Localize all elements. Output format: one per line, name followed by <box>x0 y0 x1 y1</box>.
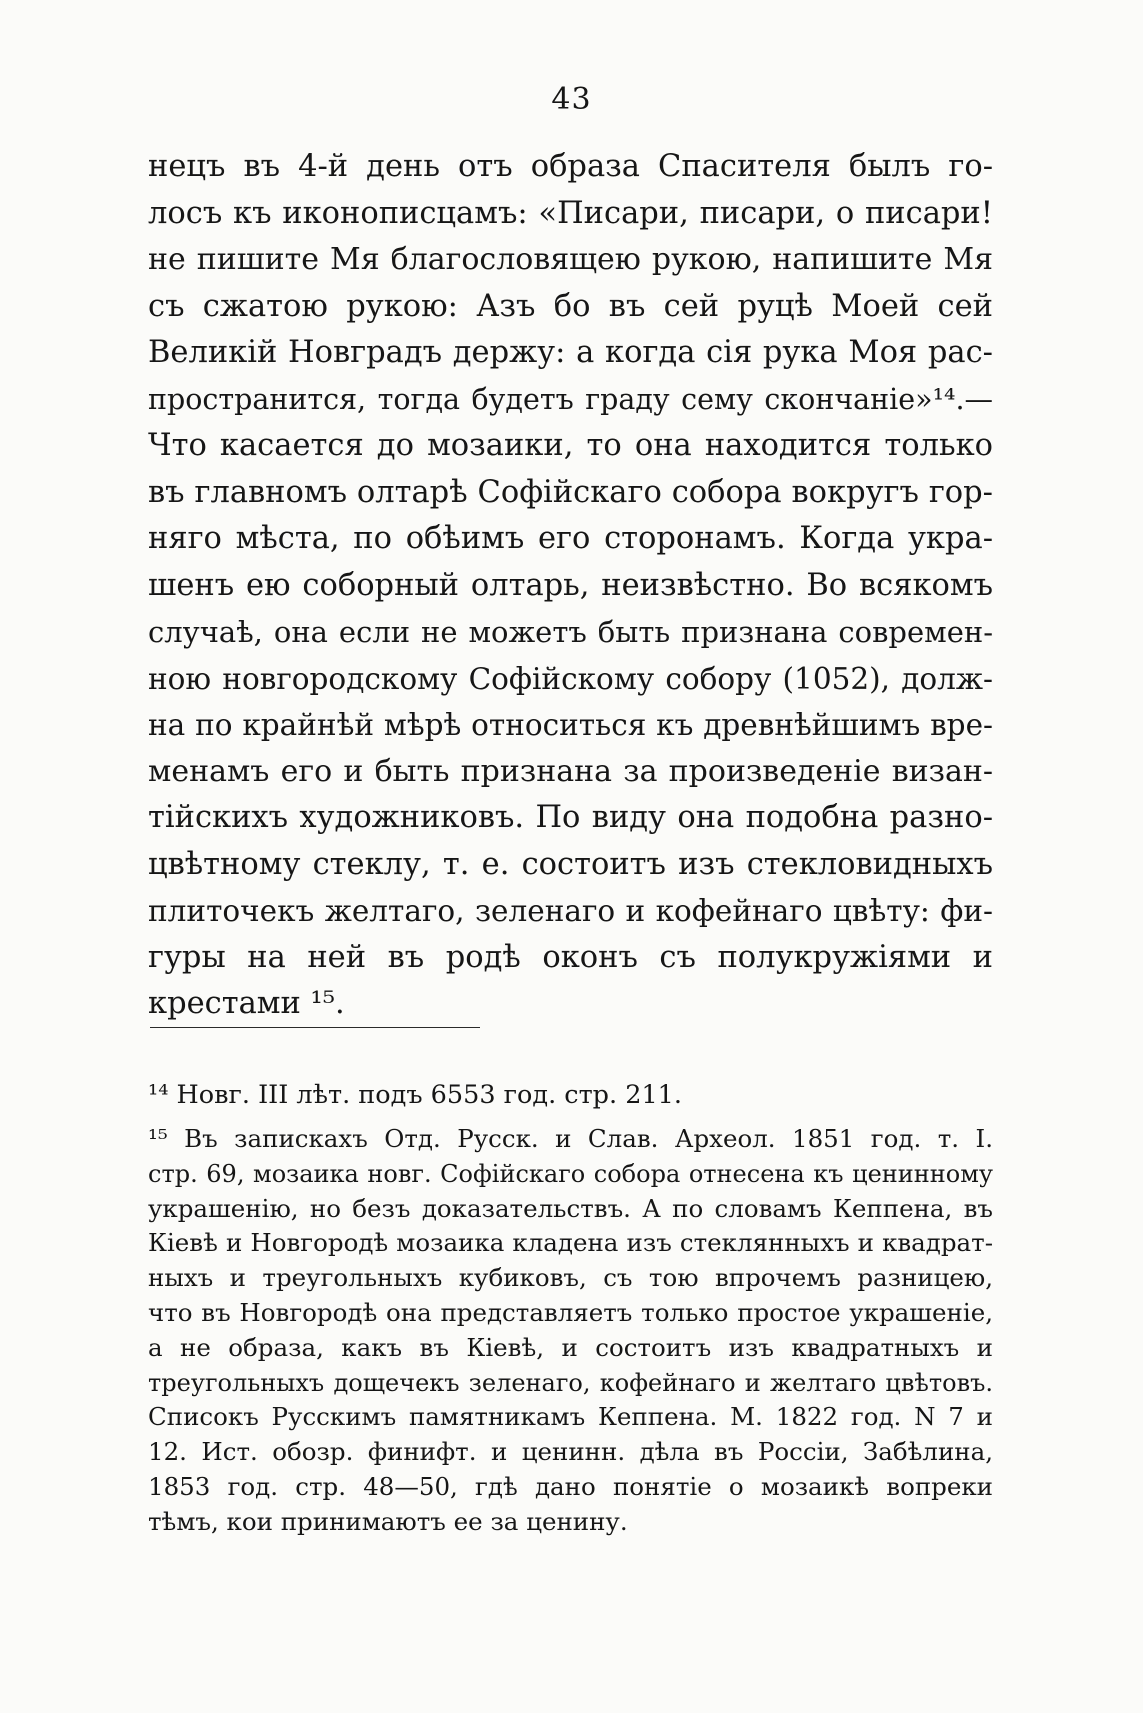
main-text-block <box>148 144 993 1028</box>
footnote-line: украшенію, но безъ доказательствъ. А по словамъ Кеппена, въ <box>148 1193 993 1223</box>
text-line: няго мѣста, по обѣимъ его сторонамъ. Когда укра- <box>148 521 993 556</box>
text-line: лосъ къ иконописцамъ: «Писари, писари, о писари! <box>148 195 993 231</box>
footnote-14: ¹⁴ Новг. III лѣт. подъ 6553 год. стр. 211. <box>148 1080 682 1110</box>
footnote-15: ¹⁵ Въ запискахъ Отд. Русск. и Слав. Археол. 1851 год. т. I. <box>148 1124 993 1153</box>
text-line: менамъ его и быть признана за произведеніе визан- <box>148 753 993 789</box>
text-line: цвѣтному стеклу, т. е. состоитъ изъ стекловидныхъ <box>148 846 993 882</box>
footnote-line: стр. 69, мозаика новг. Софійскаго собора отнесена къ ценинному <box>148 1159 993 1188</box>
text-line: на по крайнѣй мѣрѣ относиться къ древнѣйшимъ вре- <box>148 708 993 742</box>
footnote-line: Списокъ Русскимъ памятникамъ Кеппена. М. 1822 год. N 7 и <box>148 1402 993 1432</box>
text-line: не пишите Мя благословящею рукою, напишите Мя <box>148 242 993 277</box>
footnote-line: ныхъ и треугольныхъ кубиковъ, съ тою впрочемъ разницею, <box>148 1263 993 1293</box>
text-line: гуры на ней въ родѣ оконъ съ полукружіями и <box>148 939 993 975</box>
footnote-separator <box>150 1027 480 1028</box>
text-line: шенъ ею соборный олтарь, неизвѣстно. Во всякомъ <box>148 567 993 603</box>
footnote-line: что въ Новгородѣ она представляетъ только простое украшеніе, <box>148 1297 993 1327</box>
page-number: 43 <box>551 82 592 117</box>
text-line: въ главномъ олтарѣ Софійскаго собора вокругъ гор- <box>148 474 993 510</box>
text-line: пространится, тогда будетъ граду сему скончаніе»¹⁴.— <box>148 382 993 416</box>
text-line: тійскихъ художниковъ. По виду она подобна разно- <box>148 800 993 835</box>
text-line: крестами ¹⁵. <box>148 986 345 1021</box>
footnote-line: треугольныхъ дощечекъ зеленаго, кофейнаго и желтаго цвѣтовъ. <box>148 1368 993 1397</box>
footnotes-block <box>148 1076 993 1540</box>
text-line: случаѣ, она если не можетъ быть признана современ- <box>148 615 993 649</box>
footnote-line: тѣмъ, кои принимаютъ ее за ценину. <box>148 1506 628 1536</box>
text-line: Великій Новградъ держу: а когда сія рука Моя рас- <box>148 335 993 370</box>
footnote-line: а не образа, какъ въ Кіевѣ, и состоитъ изъ квадратныхъ и <box>148 1332 993 1362</box>
footnote-line: 12. Ист. обозр. финифт. и ценинн. дѣла въ Россіи, Забѣлина, <box>148 1437 993 1467</box>
text-line: Что касается до мозаики, то она находится только <box>148 428 993 463</box>
text-line: плиточекъ желтаго, зеленаго и кофейнаго цвѣту: фи- <box>148 894 993 928</box>
text-line: нецъ въ 4-й день отъ образа Спасителя былъ го- <box>148 149 993 184</box>
footnote-line: Кіевѣ и Новгородѣ мозаика кладена изъ стеклянныхъ и квадрат- <box>148 1228 993 1258</box>
text-line: ною новгородскому Софійскому собору (1052), долж- <box>148 661 993 696</box>
footnote-line: 1853 год. стр. 48—50, гдѣ дано понятіе о мозаикѣ вопреки <box>148 1471 993 1501</box>
text-line: съ сжатою рукою: Азъ бо въ сей руцѣ Моей сей <box>148 288 993 324</box>
